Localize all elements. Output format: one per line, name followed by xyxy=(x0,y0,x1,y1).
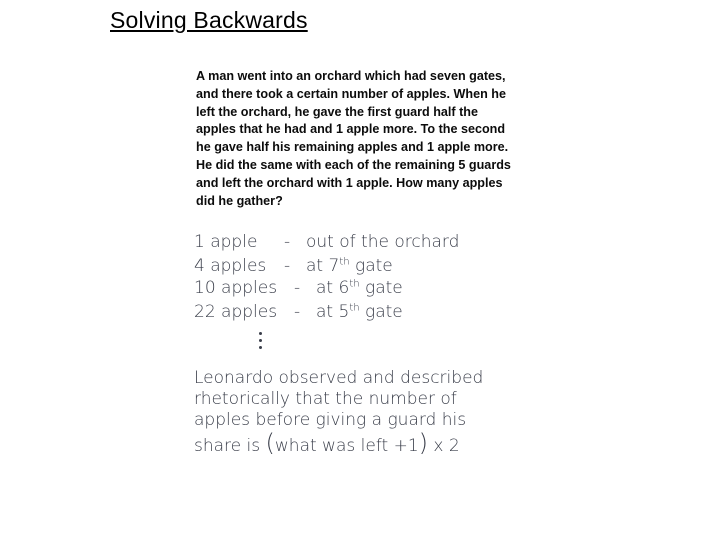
formula-inner: what was left +1 xyxy=(274,436,419,456)
dash: - xyxy=(284,232,291,252)
problem-line: left the orchard, he gave the first guard half the xyxy=(196,104,479,119)
gate-word: gate xyxy=(355,256,393,276)
problem-line: did he gather? xyxy=(196,193,283,208)
apple-count: 1 apple xyxy=(194,232,258,252)
ordinal-suffix: th xyxy=(339,256,350,268)
dot xyxy=(259,339,262,342)
problem-line: A man went into an orchard which had seven gates, xyxy=(196,69,506,83)
dot xyxy=(259,332,262,335)
at-word: at xyxy=(316,302,334,322)
gate-number: 6 xyxy=(338,278,350,298)
problem-line: He did the same with each of the remaining 5 guards xyxy=(196,157,511,172)
dot xyxy=(259,346,262,349)
gate-word: gate xyxy=(365,302,403,322)
location: out of the orchard xyxy=(306,232,460,252)
location xyxy=(316,302,403,322)
slide-title: Solving Backwards xyxy=(110,7,308,33)
problem-line: and left the orchard with 1 apple. How many apples xyxy=(196,175,503,190)
apple-count: 4 apples xyxy=(194,256,267,276)
problem-line: he gave half his remaining apples and 1 apple more. xyxy=(196,140,509,155)
handwritten-work xyxy=(194,232,584,332)
apple-count: 10 apples xyxy=(194,278,278,298)
open-paren: ( xyxy=(265,429,275,457)
ordinal-suffix: th xyxy=(349,302,360,314)
at-word: at xyxy=(316,278,334,298)
share-is-text: share is xyxy=(194,436,261,456)
observation-line xyxy=(194,429,460,457)
apple-count: 22 apples xyxy=(194,302,278,322)
location xyxy=(306,256,393,276)
dash: - xyxy=(284,256,291,276)
observation-line: apples before giving a guard his xyxy=(194,410,467,430)
gate-number: 5 xyxy=(338,302,350,322)
problem-line: apples that he had and 1 apple more. To the second xyxy=(196,122,506,137)
gate-word: gate xyxy=(365,278,403,298)
ordinal-suffix: th xyxy=(349,278,360,290)
continuation-dots xyxy=(258,332,264,353)
at-word: at xyxy=(306,256,324,276)
problem-statement xyxy=(196,68,586,210)
problem-line: and there took a certain number of apples. When he xyxy=(196,86,506,101)
gate-number: 7 xyxy=(328,256,340,276)
dash: - xyxy=(294,302,301,322)
observation-line: rhetorically that the number of xyxy=(194,389,457,409)
location xyxy=(316,278,403,298)
times-two: x 2 xyxy=(433,436,460,456)
scanned-worksheet xyxy=(186,60,586,475)
dash: - xyxy=(294,278,301,298)
close-paren: ) xyxy=(418,429,429,457)
observation-line: Leonardo observed and described xyxy=(194,368,484,388)
